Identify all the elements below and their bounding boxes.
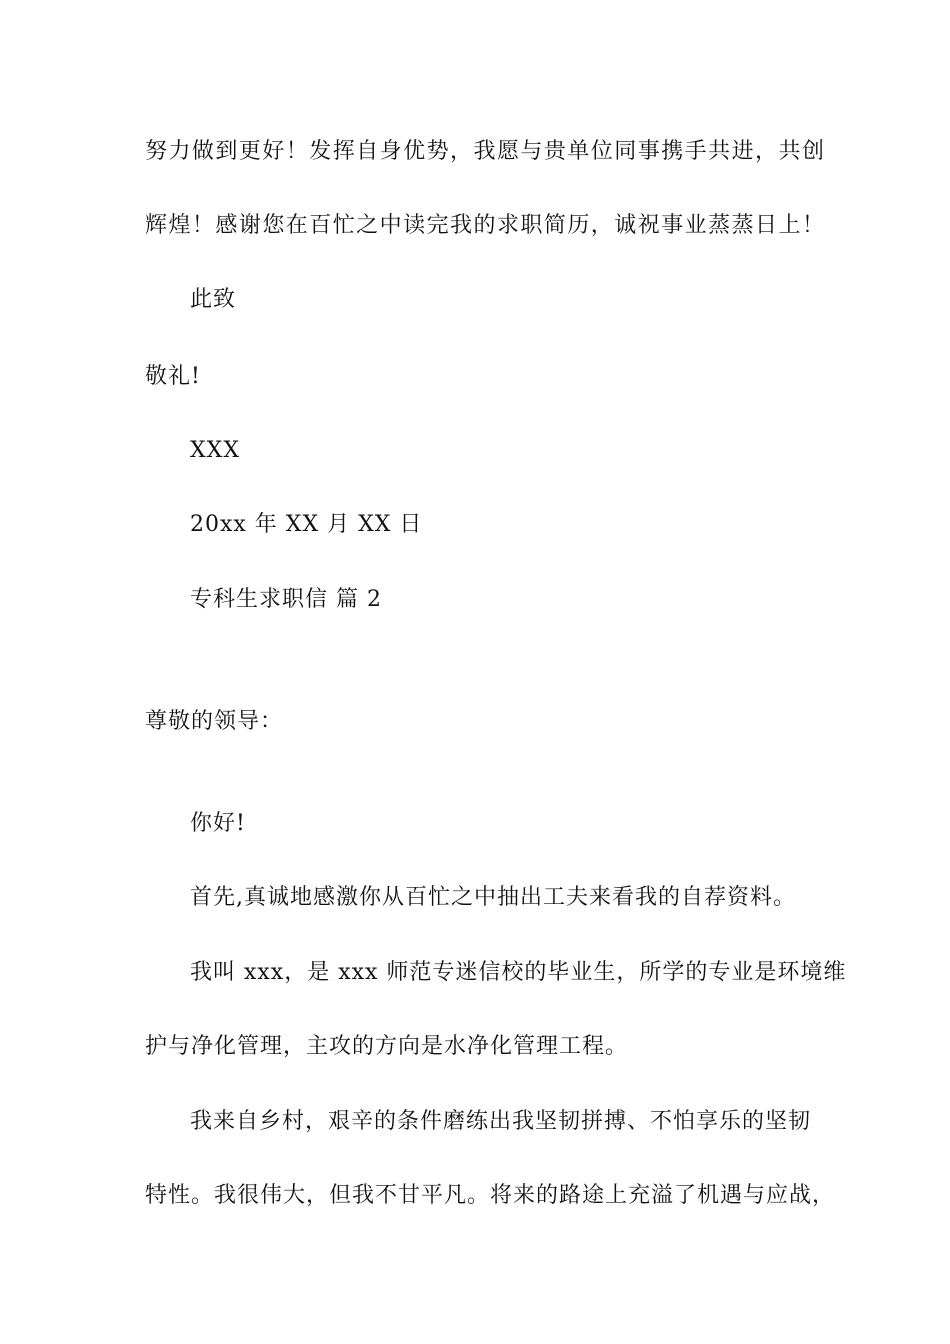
paragraph-line-2: 辉煌！感谢您在百忙之中读完我的求职简历，诚祝事业蒸蒸日上！	[145, 213, 825, 238]
signature-name: XXX	[190, 438, 240, 463]
letter-greeting: 尊敬的领导：	[145, 709, 284, 734]
closing-salutation: 此致	[190, 287, 237, 312]
paragraph-line-origin-2: 特性。我很伟大，但我不甘平凡。将来的路途上充溢了机遇与应战，	[145, 1183, 836, 1208]
paragraph-line-self-2: 护与净化管理，主攻的方向是水净化管理工程。	[145, 1034, 629, 1059]
section-title: 专科生求职信 篇 2	[190, 587, 382, 612]
paragraph-line-origin-1: 我来自乡村，艰辛的条件磨练出我坚韧拼搏、不怕享乐的坚韧	[190, 1109, 812, 1134]
letter-hello: 你好!	[190, 811, 246, 836]
signature-date: 20xx 年 XX 月 XX 日	[190, 512, 423, 537]
paragraph-line-1: 努力做到更好！发挥自身优势，我愿与贵单位同事携手共进，共创	[145, 139, 825, 164]
paragraph-line-self-1: 我叫 xxx，是 xxx 师范专迷信校的毕业生，所学的专业是环境维	[190, 960, 847, 985]
closing-regards: 敬礼!	[145, 364, 201, 389]
paragraph-intro: 首先,真诚地感激你从百忙之中抽出工夫来看我的自荐资料。	[190, 885, 796, 910]
